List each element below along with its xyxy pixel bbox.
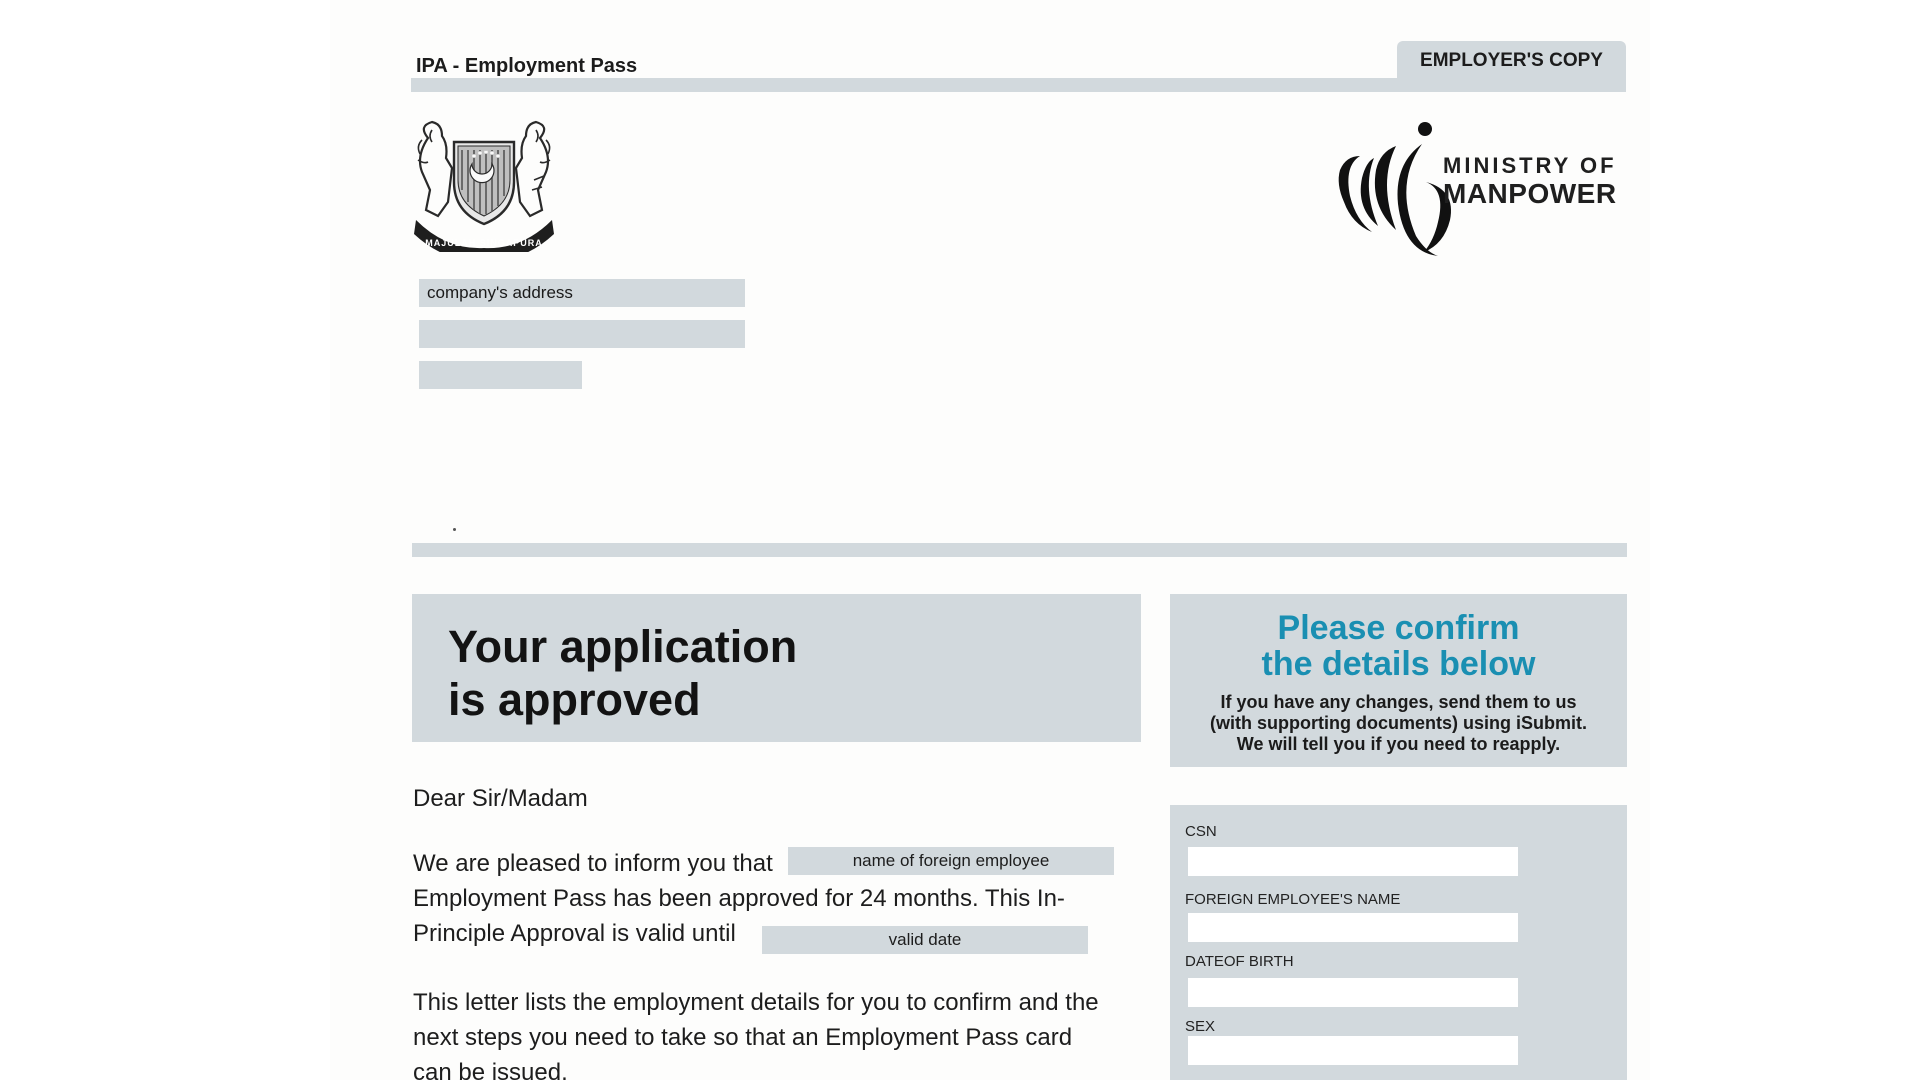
- approval-line-3: Principle Approval is valid until: [413, 920, 736, 947]
- employee-name-label: FOREIGN EMPLOYEE'S NAME: [1185, 891, 1401, 908]
- valid-date-placeholder: valid date: [762, 926, 1088, 954]
- document-title: IPA - Employment Pass: [416, 55, 638, 77]
- company-address-line-1: company's address: [419, 279, 745, 307]
- approval-line-1: We are pleased to inform you that: [413, 850, 773, 877]
- svg-text:MAJULAH SINGAPURA: MAJULAH SINGAPURA: [425, 238, 543, 248]
- next-steps-line-2: next steps you need to take so that an Employment Pass card: [413, 1024, 1073, 1051]
- date-of-birth-field[interactable]: [1188, 978, 1518, 1007]
- employee-name-placeholder: name of foreign employee: [788, 847, 1114, 875]
- employee-details-form: [1170, 805, 1627, 1080]
- confirm-note: If you have any changes, send them to us (with supporting documents) using iSubmit. We will tell you if you need to reapply.: [1210, 692, 1587, 754]
- approved-banner: [412, 594, 1141, 742]
- confirm-details-panel: [1170, 594, 1627, 767]
- approval-line-2: Employment Pass has been approved for 24 months. This In-: [413, 885, 1065, 912]
- next-steps-paragraph: [413, 985, 1133, 1090]
- ministry-line-2: MANPOWER: [1443, 178, 1617, 209]
- sex-label: SEX: [1185, 1018, 1216, 1035]
- section-rule: [412, 543, 1627, 557]
- employers-copy-tab: [1397, 41, 1626, 92]
- stray-dot: [453, 528, 456, 531]
- ministry-line-1: MINISTRY OF: [1443, 153, 1617, 178]
- ministry-logo-text: [1443, 155, 1617, 208]
- confirm-heading: Please confirm the details below: [1261, 609, 1536, 683]
- csn-label: CSN: [1185, 823, 1217, 840]
- salutation: Dear Sir/Madam: [413, 785, 588, 812]
- employee-name-field[interactable]: [1188, 913, 1518, 942]
- next-steps-line-3: can be issued.: [413, 1059, 568, 1086]
- employers-copy-label: EMPLOYER'S COPY: [1420, 50, 1603, 71]
- date-of-birth-label: DATEOF BIRTH: [1185, 953, 1294, 970]
- next-steps-line-1: This letter lists the employment details for you to confirm and the: [413, 989, 1099, 1016]
- company-address-line-3: [419, 361, 582, 389]
- company-address-line-2: [419, 320, 745, 348]
- approved-heading: Your application is approved: [448, 621, 798, 725]
- csn-field[interactable]: [1188, 847, 1518, 876]
- coat-of-arms-icon: [410, 120, 558, 252]
- sex-field[interactable]: [1188, 1036, 1518, 1065]
